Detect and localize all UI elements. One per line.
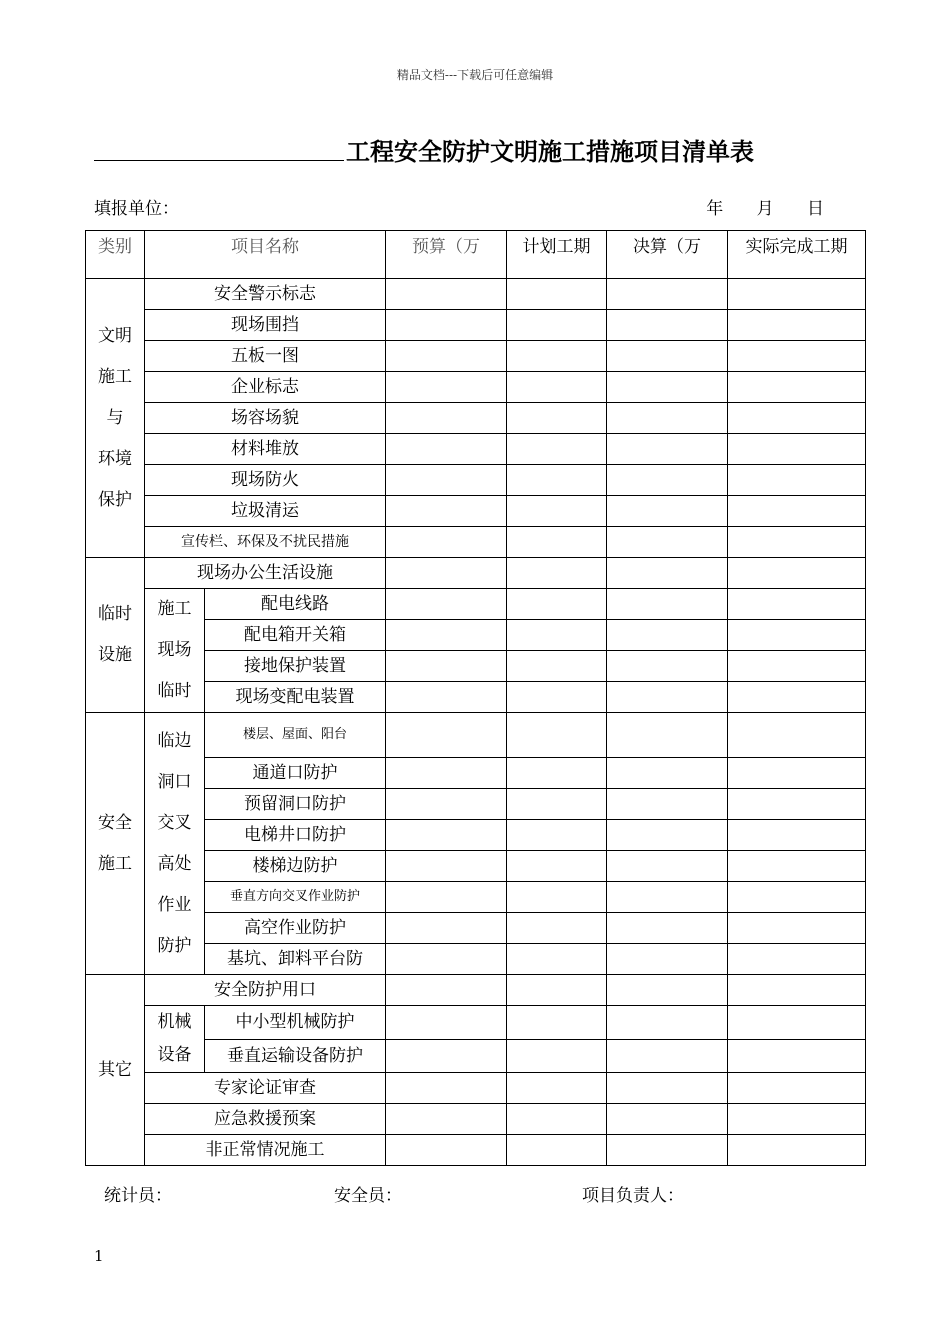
- header-row: [86, 231, 866, 279]
- budget-cell[interactable]: [386, 1135, 507, 1166]
- actual-cell[interactable]: [728, 1135, 866, 1166]
- plan-cell[interactable]: [507, 1006, 607, 1040]
- plan-cell[interactable]: [507, 279, 607, 310]
- table-row: [86, 1135, 866, 1166]
- plan-cell[interactable]: [507, 789, 607, 820]
- plan-cell[interactable]: [507, 620, 607, 651]
- item-name: 五板一图: [145, 341, 386, 372]
- plan-cell[interactable]: [507, 682, 607, 713]
- budget-cell[interactable]: [386, 341, 507, 372]
- actual-cell[interactable]: [728, 310, 866, 341]
- item-name: 专家论证审查: [145, 1073, 386, 1104]
- subcategory-line: 施工: [157, 599, 192, 619]
- final-cell[interactable]: [607, 372, 728, 403]
- actual-cell[interactable]: [728, 1104, 866, 1135]
- header-budget: 预算（万: [386, 231, 507, 279]
- plan-cell[interactable]: [507, 913, 607, 944]
- actual-cell[interactable]: [728, 820, 866, 851]
- actual-cell[interactable]: [728, 682, 866, 713]
- final-cell[interactable]: [607, 403, 728, 434]
- category-other: 其它: [86, 975, 145, 1166]
- page-title: 工程安全防护文明施工措施项目清单表: [346, 138, 754, 166]
- subcategory-line: 现场: [157, 640, 192, 660]
- final-cell[interactable]: [607, 1104, 728, 1135]
- actual-cell[interactable]: [728, 975, 866, 1006]
- actual-cell[interactable]: [728, 465, 866, 496]
- item-name: 现场围挡: [145, 310, 386, 341]
- table-row: [86, 975, 866, 1006]
- header-final: 决算（万: [607, 231, 728, 279]
- final-cell[interactable]: [607, 789, 728, 820]
- date-month: 月: [756, 199, 774, 219]
- subcategory-line: 洞口: [157, 771, 192, 792]
- item-name: 企业标志: [145, 372, 386, 403]
- watermark: 精品文档---下载后可任意编辑: [396, 68, 554, 82]
- actual-cell[interactable]: [728, 1073, 866, 1104]
- final-cell[interactable]: [607, 465, 728, 496]
- item-name: 基坑、卸料平台防: [205, 944, 386, 975]
- final-cell[interactable]: [607, 882, 728, 913]
- actual-cell[interactable]: [728, 372, 866, 403]
- budget-cell[interactable]: [386, 310, 507, 341]
- final-cell[interactable]: [607, 682, 728, 713]
- item-name: 楼梯边防护: [205, 851, 386, 882]
- actual-cell[interactable]: [728, 1006, 866, 1040]
- plan-cell[interactable]: [507, 372, 607, 403]
- table-row: [86, 403, 866, 434]
- final-cell[interactable]: [607, 341, 728, 372]
- final-cell[interactable]: [607, 1073, 728, 1104]
- table-row: [86, 713, 866, 758]
- budget-cell[interactable]: [386, 882, 507, 913]
- budget-cell[interactable]: [386, 682, 507, 713]
- budget-cell[interactable]: [386, 758, 507, 789]
- subcategory-line: 临边: [157, 730, 192, 751]
- table-row: [86, 279, 866, 310]
- plan-cell[interactable]: [507, 1039, 607, 1073]
- category-civil-line: 文明: [98, 325, 132, 346]
- category-temp-line: 临时: [98, 604, 132, 624]
- plan-cell[interactable]: [507, 558, 607, 589]
- category-temp-line: 设施: [98, 645, 132, 665]
- final-cell[interactable]: [607, 1135, 728, 1166]
- table-row: [86, 558, 866, 589]
- budget-cell[interactable]: [386, 496, 507, 527]
- item-name: 楼层、屋面、阳台: [205, 713, 386, 758]
- final-cell[interactable]: [607, 713, 728, 758]
- item-name: 材料堆放: [145, 434, 386, 465]
- budget-cell[interactable]: [386, 651, 507, 682]
- table-row: [86, 1006, 866, 1040]
- plan-cell[interactable]: [507, 820, 607, 851]
- budget-cell[interactable]: [386, 620, 507, 651]
- plan-cell[interactable]: [507, 975, 607, 1006]
- table-row: [86, 465, 866, 496]
- category-civil: [86, 279, 145, 558]
- final-cell[interactable]: [607, 944, 728, 975]
- subcategory-line: 临时: [157, 681, 192, 701]
- actual-cell[interactable]: [728, 913, 866, 944]
- plan-cell[interactable]: [507, 341, 607, 372]
- actual-cell[interactable]: [728, 496, 866, 527]
- header-category: 类别: [86, 231, 145, 279]
- category-safety-line: 施工: [98, 853, 132, 874]
- footer-stat: 统计员：: [104, 1186, 172, 1206]
- category-temp: [86, 558, 145, 713]
- item-name: 垃圾清运: [145, 496, 386, 527]
- budget-cell[interactable]: [386, 1006, 507, 1040]
- table-row: [86, 372, 866, 403]
- final-cell[interactable]: [607, 820, 728, 851]
- actual-cell[interactable]: [728, 651, 866, 682]
- item-name: 安全警示标志: [145, 279, 386, 310]
- budget-cell[interactable]: [386, 558, 507, 589]
- budget-cell[interactable]: [386, 789, 507, 820]
- table-row: [86, 341, 866, 372]
- final-cell[interactable]: [607, 527, 728, 558]
- budget-cell[interactable]: [386, 1039, 507, 1073]
- actual-cell[interactable]: [728, 527, 866, 558]
- plan-cell[interactable]: [507, 651, 607, 682]
- budget-cell[interactable]: [386, 975, 507, 1006]
- item-name: 安全防护用口: [145, 975, 386, 1006]
- category-civil-line: 保护: [98, 489, 132, 510]
- subcategory-line: 高处: [157, 853, 192, 874]
- plan-cell[interactable]: [507, 403, 607, 434]
- plan-cell[interactable]: [507, 527, 607, 558]
- subcategory-safety: [145, 713, 205, 975]
- footer-safety: 安全员：: [334, 1186, 402, 1206]
- actual-cell[interactable]: [728, 944, 866, 975]
- final-cell[interactable]: [607, 620, 728, 651]
- actual-cell[interactable]: [728, 789, 866, 820]
- item-name: 非正常情况施工: [145, 1135, 386, 1166]
- date-field: [678, 194, 824, 219]
- project-name-blank: [94, 160, 344, 161]
- budget-cell[interactable]: [386, 820, 507, 851]
- category-civil-line: 环境: [98, 448, 132, 469]
- plan-cell[interactable]: [507, 465, 607, 496]
- budget-cell[interactable]: [386, 1073, 507, 1104]
- plan-cell[interactable]: [507, 589, 607, 620]
- item-name: 接地保护装置: [205, 651, 386, 682]
- item-name: 场容场貌: [145, 403, 386, 434]
- category-safety-line: 安全: [98, 812, 132, 833]
- final-cell[interactable]: [607, 589, 728, 620]
- final-cell[interactable]: [607, 496, 728, 527]
- actual-cell[interactable]: [728, 434, 866, 465]
- table-row: [86, 496, 866, 527]
- actual-cell[interactable]: [728, 279, 866, 310]
- final-cell[interactable]: [607, 310, 728, 341]
- table-row: [86, 589, 866, 620]
- actual-cell[interactable]: [728, 1039, 866, 1073]
- page-number: 1: [94, 1247, 104, 1265]
- category-civil-line: 施工: [98, 366, 132, 387]
- budget-cell[interactable]: [386, 403, 507, 434]
- date-day: 日: [807, 199, 824, 219]
- plan-cell[interactable]: [507, 1104, 607, 1135]
- actual-cell[interactable]: [728, 620, 866, 651]
- final-cell[interactable]: [607, 434, 728, 465]
- budget-cell[interactable]: [386, 944, 507, 975]
- item-name: 宣传栏、环保及不扰民措施: [145, 527, 386, 558]
- subcategory-line: 防护: [157, 935, 192, 956]
- actual-cell[interactable]: [728, 758, 866, 789]
- table-row: [86, 310, 866, 341]
- item-name: 现场变配电装置: [205, 682, 386, 713]
- budget-cell[interactable]: [386, 913, 507, 944]
- item-name: 通道口防护: [205, 758, 386, 789]
- actual-cell[interactable]: [728, 341, 866, 372]
- actual-cell[interactable]: [728, 882, 866, 913]
- plan-cell[interactable]: [507, 713, 607, 758]
- plan-cell[interactable]: [507, 1073, 607, 1104]
- final-cell[interactable]: [607, 1006, 728, 1040]
- subcategory-line: 作业: [157, 894, 192, 915]
- category-safety: [86, 713, 145, 975]
- final-cell[interactable]: [607, 913, 728, 944]
- table-row: [86, 1104, 866, 1135]
- table-row: [86, 434, 866, 465]
- budget-cell[interactable]: [386, 465, 507, 496]
- title-row: [94, 132, 874, 166]
- measures-table: [85, 230, 866, 1166]
- actual-cell[interactable]: [728, 558, 866, 589]
- item-name: 中小型机械防护: [205, 1006, 386, 1040]
- plan-cell[interactable]: [507, 851, 607, 882]
- subcategory-machine: [145, 1006, 205, 1073]
- plan-cell[interactable]: [507, 944, 607, 975]
- subcategory-line: 交叉: [157, 812, 192, 833]
- final-cell[interactable]: [607, 651, 728, 682]
- date-year: 年: [706, 199, 724, 219]
- budget-cell[interactable]: [386, 713, 507, 758]
- table-row: [86, 527, 866, 558]
- fill-row: [94, 194, 854, 218]
- final-cell[interactable]: [607, 975, 728, 1006]
- subcategory-temp: [145, 589, 205, 713]
- budget-cell[interactable]: [386, 851, 507, 882]
- actual-cell[interactable]: [728, 403, 866, 434]
- item-name: 现场办公生活设施: [145, 558, 386, 589]
- item-name: 现场防火: [145, 465, 386, 496]
- plan-cell[interactable]: [507, 758, 607, 789]
- budget-cell[interactable]: [386, 1104, 507, 1135]
- final-cell[interactable]: [607, 851, 728, 882]
- header-plan: 计划工期: [507, 231, 607, 279]
- item-name: 垂直运输设备防护: [205, 1039, 386, 1073]
- actual-cell[interactable]: [728, 713, 866, 758]
- category-civil-line: 与: [106, 407, 124, 428]
- item-name: 高空作业防护: [205, 913, 386, 944]
- item-name: 应急救援预案: [145, 1104, 386, 1135]
- item-name: 配电线路: [205, 589, 386, 620]
- budget-cell[interactable]: [386, 372, 507, 403]
- budget-cell[interactable]: [386, 434, 507, 465]
- table-row: [86, 1073, 866, 1104]
- final-cell[interactable]: [607, 758, 728, 789]
- final-cell[interactable]: [607, 1039, 728, 1073]
- footer-manager: 项目负责人：: [582, 1186, 684, 1206]
- item-name: 电梯井口防护: [205, 820, 386, 851]
- plan-cell[interactable]: [507, 310, 607, 341]
- plan-cell[interactable]: [507, 496, 607, 527]
- plan-cell[interactable]: [507, 882, 607, 913]
- actual-cell[interactable]: [728, 589, 866, 620]
- budget-cell[interactable]: [386, 589, 507, 620]
- item-name: 配电箱开关箱: [205, 620, 386, 651]
- budget-cell[interactable]: [386, 279, 507, 310]
- item-name: 垂直方向交叉作业防护: [205, 882, 386, 913]
- final-cell[interactable]: [607, 279, 728, 310]
- subcategory-line: 设备: [157, 1045, 192, 1065]
- header-actual: 实际完成工期: [728, 231, 866, 279]
- header-item: 项目名称: [145, 231, 386, 279]
- subcategory-line: 机械: [157, 1012, 192, 1032]
- plan-cell[interactable]: [507, 434, 607, 465]
- signature-footer: [104, 1181, 804, 1205]
- budget-cell[interactable]: [386, 527, 507, 558]
- fill-unit-label: 填报单位：: [94, 199, 179, 219]
- actual-cell[interactable]: [728, 851, 866, 882]
- item-name: 预留洞口防护: [205, 789, 386, 820]
- final-cell[interactable]: [607, 558, 728, 589]
- plan-cell[interactable]: [507, 1135, 607, 1166]
